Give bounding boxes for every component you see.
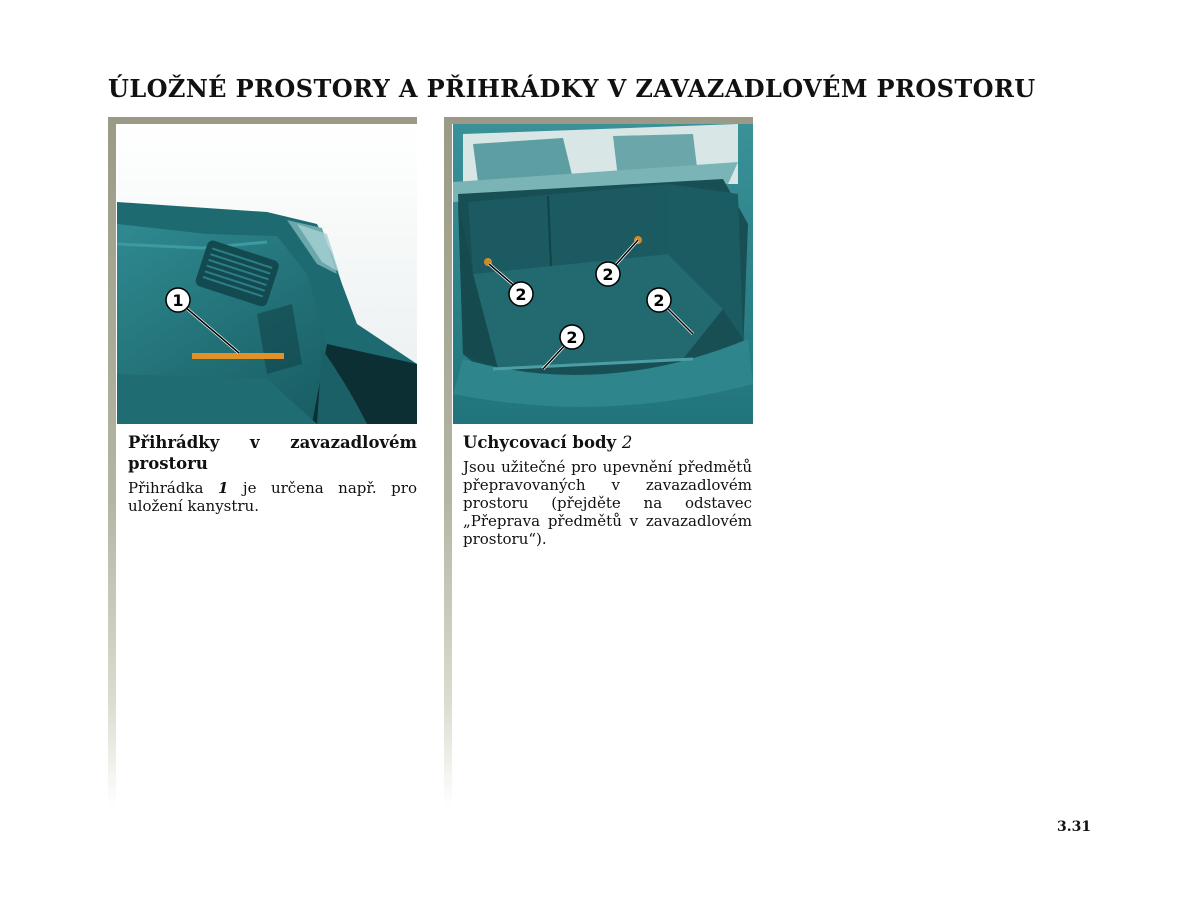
compartment-number: 1 <box>217 479 229 497</box>
page-number: 3.31 <box>1057 819 1092 835</box>
compartments-description <box>128 479 417 515</box>
left-column-bar <box>108 117 116 807</box>
callout-2-right <box>647 288 671 312</box>
body-prefix: Přihrádka <box>128 479 218 497</box>
body-suffix: je určena např. pro uložení kanystru. <box>128 479 417 515</box>
left-text-column <box>128 432 417 515</box>
callout-2-bottom <box>560 325 584 349</box>
right-top-band <box>444 117 753 124</box>
svg-text:2: 2 <box>566 328 578 347</box>
svg-text:2: 2 <box>602 265 614 284</box>
anchors-description: Jsou užitečné pro upevnění předmětů přepravovaných v zavazadlovém prostoru (přejděte na odstavec „Přeprava předmětů v zavazadlovém prostoru“). <box>463 458 752 548</box>
callout-1 <box>166 288 190 312</box>
heading-number: 2 <box>621 433 633 452</box>
svg-text:2: 2 <box>653 291 665 310</box>
right-column-bar <box>444 117 452 807</box>
callout-2-top <box>596 262 620 286</box>
callout-2-left <box>509 282 533 306</box>
section-heading-compartments: Přihrádky v zavazadlovém prostoru <box>128 433 417 473</box>
right-text-column <box>463 432 752 548</box>
left-top-band <box>108 117 417 124</box>
page-title: ÚLOŽNÉ PROSTORY A PŘIHRÁDKY V ZAVAZADLOVÉM PROSTORU <box>108 74 1036 103</box>
svg-text:1: 1 <box>172 291 184 310</box>
svg-text:2: 2 <box>515 285 527 304</box>
heading-text: Uchycovací body <box>463 433 622 452</box>
section-heading-anchors <box>463 432 752 453</box>
trunk-anchor-points-photo <box>453 124 753 424</box>
trunk-side-compartment-photo <box>117 124 417 424</box>
